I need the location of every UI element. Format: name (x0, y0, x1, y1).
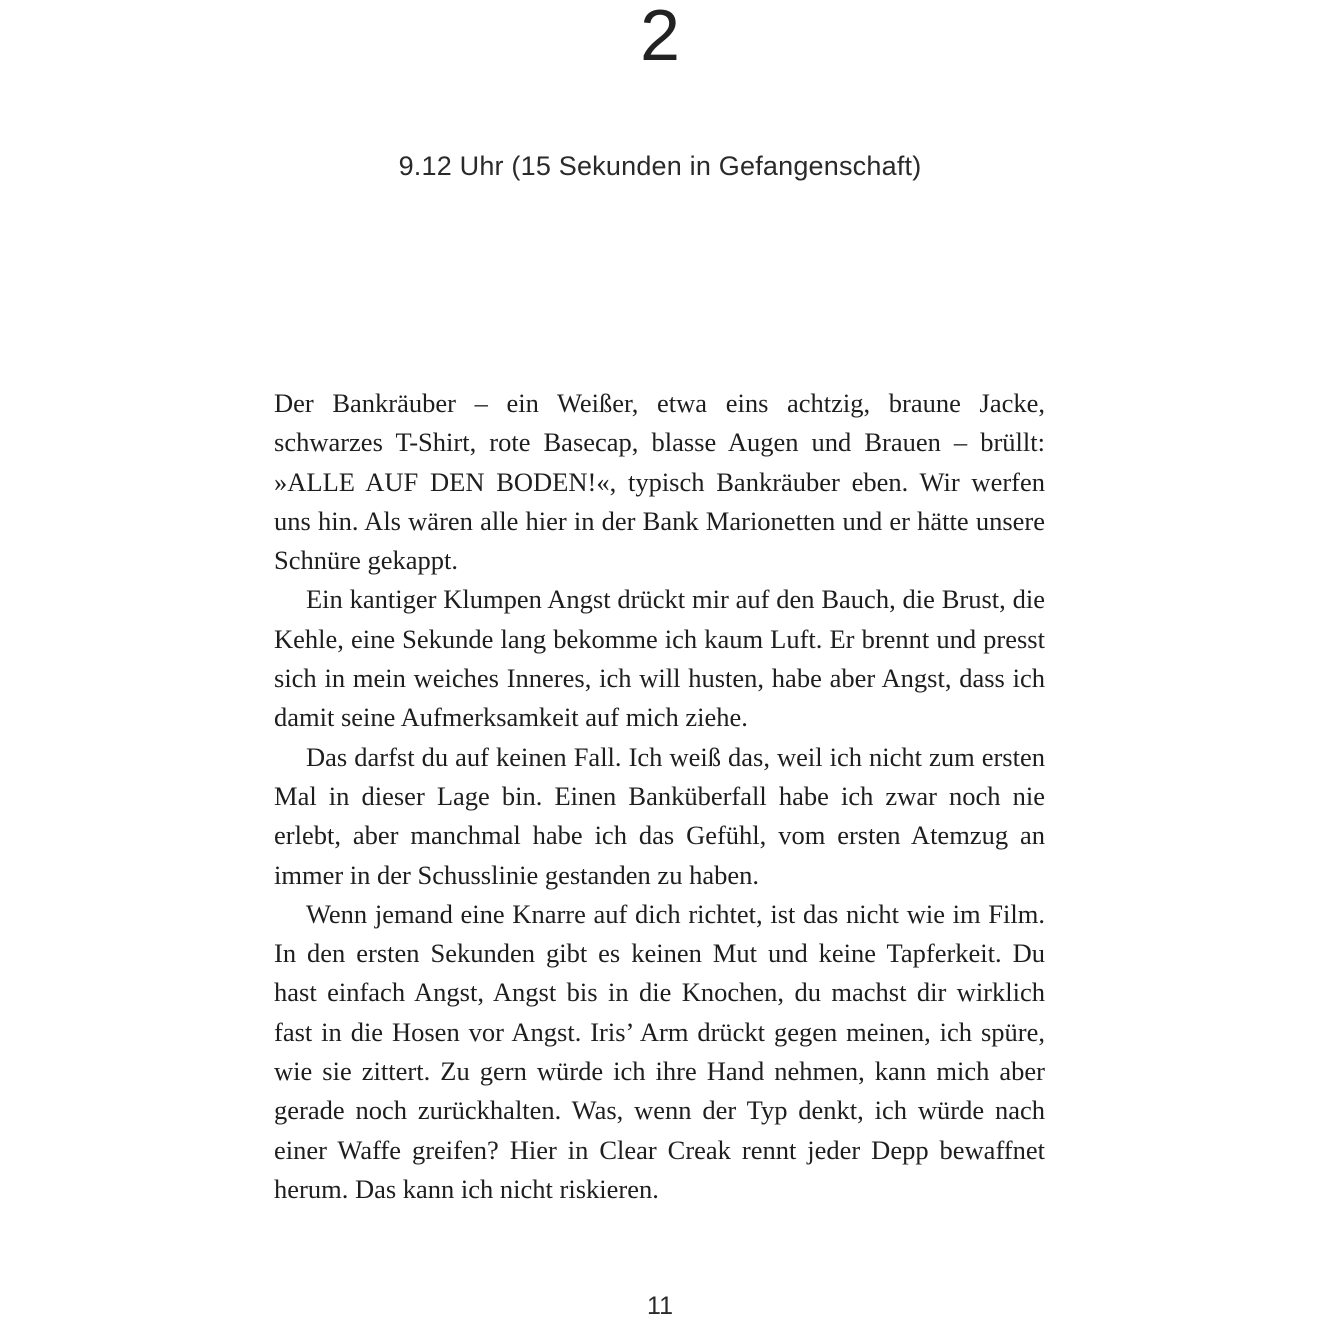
body-text (274, 384, 1045, 1209)
paragraph-3: Das darfst du auf keinen Fall. Ich weiß das, weil ich nicht zum ersten Mal in dieser Lage bin. Einen Banküberfall habe ich zwar noch nie erlebt, aber manchmal habe ich das Gefühl, vom ersten Atemzug an immer in der Schusslinie gestanden zu haben. (274, 741, 1045, 890)
chapter-subtitle: 9.12 Uhr (15 Sekunden in Gefangenschaft) (398, 151, 922, 181)
paragraph-4: Wenn jemand eine Knarre auf dich richtet, ist das nicht wie im Film. In den ersten Sekunden gibt es keinen Mut und keine Tapferkeit. Du hast einfach Angst, Angst bis in die Knochen, du machst dir wirklich fast in die Hosen vor Angst. Iris’ Arm drückt gegen meinen, ich spüre, wie sie zittert. Zu gern würde ich ihre Hand nehmen, kann mich aber gerade noch zurückhalten. Was, wenn der Typ denkt, ich würde nach einer Waffe greifen? Hier in Clear Creak rennt jeder Depp bewaffnet herum. Das kann ich nicht riskieren. (274, 898, 1045, 1204)
chapter-number: 2 (639, 0, 681, 76)
page-number: 11 (647, 1292, 673, 1320)
paragraph-2: Ein kantiger Klumpen Angst drückt mir auf den Bauch, die Brust, die Kehle, eine Sekunde lang bekomme ich kaum Luft. Er brennt und presst sich in mein weiches Inneres, ich will husten, habe aber Angst, dass ich damit seine Aufmerksamkeit auf mich ziehe. (274, 584, 1045, 733)
paragraph-1: Der Bankräuber – ein Weißer, etwa eins achtzig, braune Jacke, schwarzes T-Shirt, rote Basecap, blasse Augen und Brauen – brüllt: »ALLE AUF DEN BODEN!«, typisch Bankräuber eben. Wir werfen uns hin. Als wären alle hier in der Bank Marionetten und er hätte unsere Schnüre gekappt. (274, 388, 1045, 576)
